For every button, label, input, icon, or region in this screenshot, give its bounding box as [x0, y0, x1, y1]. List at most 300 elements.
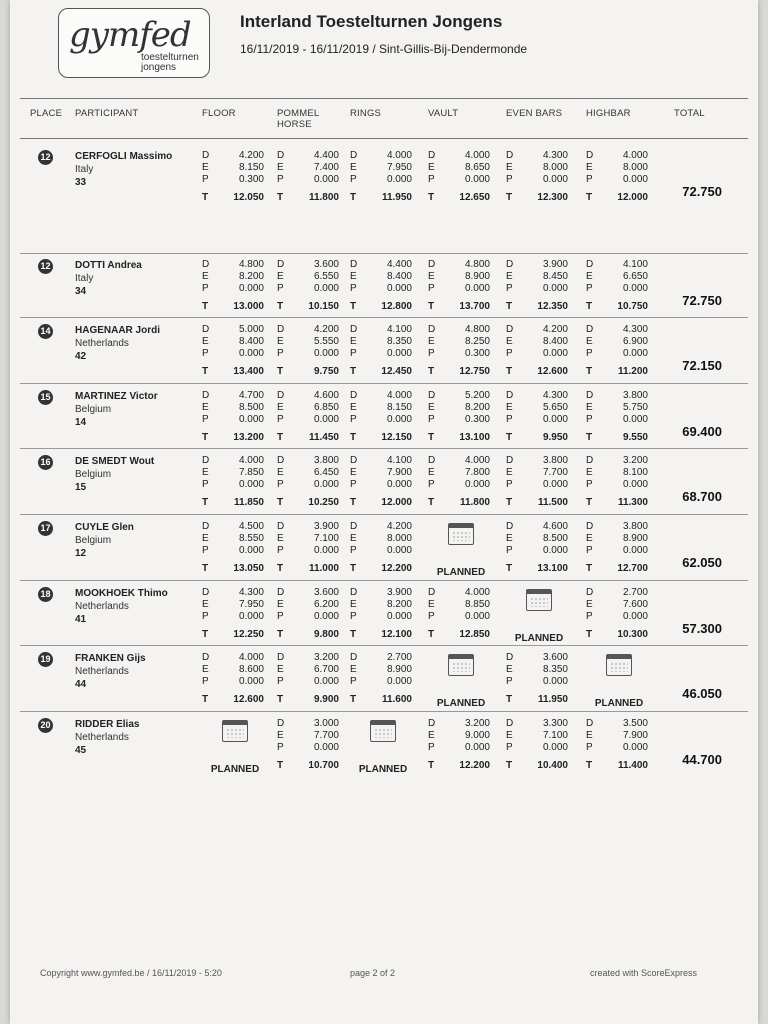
col-pommel-line-1: POMMEL [277, 108, 320, 119]
score-value-p: 0.000 [622, 611, 648, 622]
score-value-p: 0.000 [313, 414, 339, 425]
apparatus-score-vault [428, 652, 498, 712]
score-label-p: P [428, 348, 435, 359]
col-total: TOTAL [674, 108, 705, 119]
score-label-d: D [277, 718, 285, 729]
score-value-t: 12.350 [537, 301, 568, 312]
score-label-t: T [350, 629, 357, 640]
score-label-e: E [506, 271, 513, 282]
planned-label: PLANNED [358, 764, 408, 775]
participant-name: DE SMEDT Wout [75, 456, 155, 467]
participant-row [10, 259, 758, 325]
score-value-p: 0.000 [542, 676, 568, 687]
score-label-d: D [277, 521, 285, 532]
score-label-d: D [428, 718, 436, 729]
logo-wordmark: gymfed [69, 15, 191, 55]
participant-name: RIDDER Elias [75, 719, 140, 730]
score-label-d: D [586, 718, 594, 729]
score-value-p: 0.000 [622, 545, 648, 556]
score-label-d: D [506, 390, 514, 401]
participant-country: Belgium [75, 469, 112, 480]
apparatus-score-pommel-horse [277, 718, 347, 778]
score-label-p: P [586, 545, 593, 556]
apparatus-score-rings [350, 259, 420, 319]
score-value-d: 4.400 [386, 259, 412, 270]
score-label-t: T [277, 192, 284, 203]
score-label-t: T [506, 432, 513, 443]
page-title: Interland Toestelturnen Jongens [240, 12, 503, 31]
score-value-d: 2.700 [622, 587, 648, 598]
score-label-p: P [506, 742, 513, 753]
score-value-e: 8.600 [238, 664, 264, 675]
score-value-t: 10.400 [537, 760, 568, 771]
score-label-d: D [350, 521, 358, 532]
score-value-e: 8.000 [386, 533, 412, 544]
score-label-p: P [277, 348, 284, 359]
apparatus-score-even-bars [506, 652, 576, 712]
place-badge: 18 [38, 587, 53, 602]
score-label-d: D [428, 150, 436, 161]
score-label-p: P [586, 348, 593, 359]
score-label-t: T [506, 497, 513, 508]
total-score: 57.300 [682, 621, 722, 636]
score-label-t: T [586, 563, 593, 574]
score-value-e: 8.900 [622, 533, 648, 544]
score-label-e: E [586, 271, 593, 282]
calendar-icon [606, 654, 632, 676]
score-label-e: E [277, 533, 284, 544]
score-label-t: T [202, 497, 209, 508]
score-label-p: P [277, 414, 284, 425]
score-label-e: E [586, 533, 593, 544]
participant-number: 33 [75, 177, 87, 188]
score-value-t: 12.600 [537, 366, 568, 377]
col-rings: RINGS [350, 108, 382, 119]
score-label-p: P [586, 742, 593, 753]
score-value-e: 8.150 [386, 402, 412, 413]
row-divider [20, 383, 748, 384]
apparatus-score-floor [202, 259, 272, 319]
score-label-t: T [277, 366, 284, 377]
score-label-d: D [202, 521, 210, 532]
participant-country: Netherlands [75, 338, 129, 349]
score-label-p: P [202, 479, 209, 490]
footer-copyright: Copyright www.gymfed.be / 16/11/2019 - 5:20 [40, 968, 222, 978]
apparatus-score-highbar [586, 455, 656, 515]
score-label-d: D [506, 150, 514, 161]
score-value-p: 0.000 [386, 611, 412, 622]
score-value-d: 4.000 [464, 587, 490, 598]
apparatus-score-vault [428, 587, 498, 647]
footer-created-with: created with ScoreExpress [590, 968, 698, 978]
score-value-d: 4.300 [622, 324, 648, 335]
score-value-e: 7.950 [386, 162, 412, 173]
apparatus-score-floor [202, 390, 272, 450]
score-value-p: 0.000 [386, 479, 412, 490]
score-value-d: 4.200 [313, 324, 339, 335]
score-value-d: 4.600 [542, 521, 568, 532]
apparatus-score-rings [350, 521, 420, 581]
score-label-p: P [202, 414, 209, 425]
score-label-d: D [350, 324, 358, 335]
apparatus-score-highbar [586, 718, 656, 778]
score-label-d: D [202, 652, 210, 663]
score-value-p: 0.000 [622, 742, 648, 753]
score-value-e: 9.000 [464, 730, 490, 741]
score-label-e: E [350, 336, 357, 347]
score-value-p: 0.000 [313, 676, 339, 687]
score-value-e: 5.650 [542, 402, 568, 413]
score-value-d: 4.200 [386, 521, 412, 532]
score-value-d: 4.500 [238, 521, 264, 532]
score-value-p: 0.000 [238, 611, 264, 622]
score-label-e: E [586, 730, 593, 741]
apparatus-score-even-bars [506, 587, 576, 647]
score-label-p: P [202, 348, 209, 359]
score-value-d: 3.600 [313, 259, 339, 270]
score-value-p: 0.000 [238, 348, 264, 359]
score-label-t: T [586, 497, 593, 508]
participant-row [10, 587, 758, 653]
score-value-t: 11.200 [617, 366, 648, 377]
score-value-e: 8.850 [464, 599, 490, 610]
score-value-t: 13.700 [459, 301, 490, 312]
score-value-t: 13.100 [537, 563, 568, 574]
score-label-d: D [202, 587, 210, 598]
score-label-d: D [506, 259, 514, 270]
apparatus-score-highbar [586, 587, 656, 647]
score-value-d: 3.900 [542, 259, 568, 270]
score-value-d: 3.300 [542, 718, 568, 729]
score-value-d: 4.700 [238, 390, 264, 401]
total-score: 72.750 [682, 184, 722, 199]
score-value-e: 8.450 [542, 271, 568, 282]
score-value-p: 0.000 [622, 414, 648, 425]
score-label-p: P [202, 545, 209, 556]
score-value-p: 0.300 [464, 348, 490, 359]
score-label-d: D [277, 259, 285, 270]
row-divider [20, 711, 748, 712]
calendar-icon [370, 720, 396, 742]
score-value-e: 8.900 [386, 664, 412, 675]
score-value-d: 3.500 [622, 718, 648, 729]
header-bottom-rule [20, 138, 748, 139]
score-value-e: 8.350 [386, 336, 412, 347]
score-label-d: D [350, 652, 358, 663]
participant-country: Italy [75, 164, 94, 175]
participant-country: Italy [75, 273, 94, 284]
row-divider [20, 317, 748, 318]
score-label-d: D [586, 587, 594, 598]
score-label-e: E [277, 599, 284, 610]
apparatus-score-rings [350, 652, 420, 712]
score-value-p: 0.000 [386, 348, 412, 359]
score-label-d: D [350, 587, 358, 598]
col-place: PLACE [30, 108, 63, 119]
score-label-p: P [506, 174, 513, 185]
participant-number: 15 [75, 482, 87, 493]
apparatus-score-floor [202, 521, 272, 581]
score-value-p: 0.000 [464, 283, 490, 294]
participant-country: Netherlands [75, 601, 129, 612]
score-label-t: T [277, 563, 284, 574]
score-label-t: T [350, 192, 357, 203]
score-value-p: 0.000 [542, 414, 568, 425]
gymfed-logo [58, 8, 210, 78]
score-label-p: P [350, 479, 357, 490]
participant-country: Belgium [75, 535, 112, 546]
score-value-e: 7.900 [386, 467, 412, 478]
apparatus-score-vault [428, 150, 498, 210]
score-label-p: P [586, 283, 593, 294]
score-label-t: T [202, 629, 209, 640]
score-value-t: 12.450 [381, 366, 412, 377]
score-value-e: 6.700 [313, 664, 339, 675]
score-label-t: T [506, 366, 513, 377]
score-value-e: 7.600 [622, 599, 648, 610]
apparatus-score-floor [202, 652, 272, 712]
score-value-p: 0.000 [313, 479, 339, 490]
score-value-e: 8.000 [542, 162, 568, 173]
score-value-t: 12.850 [459, 629, 490, 640]
score-value-d: 3.800 [622, 521, 648, 532]
score-value-t: 11.800 [308, 192, 339, 203]
results-page [10, 0, 758, 1024]
score-label-t: T [586, 760, 593, 771]
score-value-t: 12.750 [459, 366, 490, 377]
score-label-p: P [350, 174, 357, 185]
score-value-d: 4.300 [542, 390, 568, 401]
score-label-e: E [277, 162, 284, 173]
score-value-p: 0.000 [542, 174, 568, 185]
score-value-t: 12.000 [617, 192, 648, 203]
participant-number: 12 [75, 548, 87, 559]
score-label-t: T [506, 760, 513, 771]
score-value-e: 6.650 [622, 271, 648, 282]
score-value-p: 0.300 [464, 414, 490, 425]
score-label-d: D [350, 150, 358, 161]
score-value-e: 7.850 [238, 467, 264, 478]
score-value-t: 13.200 [233, 432, 264, 443]
row-divider [20, 580, 748, 581]
score-label-d: D [202, 390, 210, 401]
participant-country: Belgium [75, 404, 112, 415]
score-label-e: E [277, 664, 284, 675]
apparatus-score-vault [428, 521, 498, 581]
score-label-t: T [277, 432, 284, 443]
participant-row [10, 521, 758, 587]
score-value-e: 8.350 [542, 664, 568, 675]
place-badge: 14 [38, 324, 53, 339]
score-value-d: 4.000 [622, 150, 648, 161]
score-value-d: 3.000 [313, 718, 339, 729]
score-value-d: 4.100 [622, 259, 648, 270]
place-badge: 17 [38, 521, 53, 536]
score-value-d: 4.300 [542, 150, 568, 161]
score-label-t: T [350, 432, 357, 443]
score-label-d: D [350, 455, 358, 466]
place-badge: 20 [38, 718, 53, 733]
score-value-d: 3.200 [313, 652, 339, 663]
score-label-p: P [428, 479, 435, 490]
score-label-p: P [586, 174, 593, 185]
score-label-t: T [428, 629, 435, 640]
participant-row [10, 324, 758, 390]
logo-sub-line-2: jongens [141, 62, 177, 73]
row-divider [20, 514, 748, 515]
score-value-d: 5.200 [464, 390, 490, 401]
participant-number: 34 [75, 286, 87, 297]
score-value-t: 13.400 [233, 366, 264, 377]
col-vault: VAULT [428, 108, 459, 119]
score-value-t: 12.300 [537, 192, 568, 203]
score-value-e: 8.500 [238, 402, 264, 413]
score-value-t: 10.750 [617, 301, 648, 312]
score-value-d: 3.800 [542, 455, 568, 466]
score-label-e: E [428, 336, 435, 347]
score-value-p: 0.000 [386, 676, 412, 687]
apparatus-score-floor [202, 324, 272, 384]
score-label-p: P [350, 283, 357, 294]
score-label-e: E [350, 664, 357, 675]
score-label-t: T [202, 563, 209, 574]
score-label-t: T [350, 366, 357, 377]
score-label-t: T [586, 366, 593, 377]
score-label-p: P [428, 174, 435, 185]
footer-page-number: page 2 of 2 [350, 968, 396, 978]
participant-name: DOTTI Andrea [75, 260, 142, 271]
score-label-e: E [506, 467, 513, 478]
score-label-t: T [350, 301, 357, 312]
score-label-e: E [586, 336, 593, 347]
score-value-t: 11.950 [537, 694, 568, 705]
score-label-e: E [428, 271, 435, 282]
planned-label: PLANNED [594, 698, 644, 709]
apparatus-score-rings [350, 150, 420, 210]
score-label-d: D [506, 324, 514, 335]
score-label-p: P [350, 414, 357, 425]
score-value-e: 8.500 [542, 533, 568, 544]
score-value-e: 8.200 [238, 271, 264, 282]
apparatus-score-pommel-horse [277, 587, 347, 647]
score-value-d: 3.600 [313, 587, 339, 598]
score-value-d: 4.000 [464, 150, 490, 161]
score-label-e: E [202, 162, 209, 173]
score-label-d: D [506, 455, 514, 466]
score-value-t: 12.050 [233, 192, 264, 203]
score-value-t: 12.250 [233, 629, 264, 640]
apparatus-score-rings [350, 324, 420, 384]
score-label-d: D [428, 259, 436, 270]
score-label-d: D [202, 455, 210, 466]
score-label-p: P [350, 545, 357, 556]
score-value-t: 12.650 [459, 192, 490, 203]
score-value-t: 11.600 [381, 694, 412, 705]
participant-name: MOOKHOEK Thimo [75, 588, 168, 599]
score-label-p: P [277, 479, 284, 490]
apparatus-score-pommel-horse [277, 652, 347, 712]
apparatus-score-rings [350, 390, 420, 450]
score-value-p: 0.000 [238, 283, 264, 294]
participant-number: 45 [75, 745, 87, 756]
col-floor: FLOOR [202, 108, 236, 119]
apparatus-score-pommel-horse [277, 390, 347, 450]
score-value-e: 8.000 [622, 162, 648, 173]
score-value-p: 0.300 [238, 174, 264, 185]
event-subtitle: 16/11/2019 - 16/11/2019 / Sint-Gillis-Bij-Dendermonde [240, 42, 528, 56]
score-label-p: P [277, 283, 284, 294]
score-value-t: 11.400 [617, 760, 648, 771]
score-value-p: 0.000 [313, 742, 339, 753]
score-value-p: 0.000 [313, 283, 339, 294]
score-label-p: P [586, 414, 593, 425]
score-label-p: P [506, 479, 513, 490]
apparatus-score-pommel-horse [277, 324, 347, 384]
calendar-icon [526, 589, 552, 611]
score-value-p: 0.000 [313, 174, 339, 185]
apparatus-score-floor [202, 150, 272, 210]
score-value-p: 0.000 [464, 174, 490, 185]
score-label-e: E [350, 402, 357, 413]
header-top-rule [20, 98, 748, 99]
score-label-t: T [202, 192, 209, 203]
score-label-e: E [202, 271, 209, 282]
score-value-p: 0.000 [542, 479, 568, 490]
score-value-p: 0.000 [464, 611, 490, 622]
score-value-e: 7.100 [542, 730, 568, 741]
score-label-t: T [586, 301, 593, 312]
score-label-d: D [202, 324, 210, 335]
participant-row [10, 718, 758, 784]
score-value-d: 4.100 [386, 455, 412, 466]
score-value-d: 4.800 [464, 324, 490, 335]
score-value-d: 4.600 [313, 390, 339, 401]
score-label-t: T [202, 694, 209, 705]
score-value-d: 3.800 [622, 390, 648, 401]
score-label-e: E [586, 402, 593, 413]
score-label-e: E [202, 664, 209, 675]
score-label-p: P [277, 545, 284, 556]
score-label-t: T [277, 629, 284, 640]
score-label-d: D [428, 587, 436, 598]
calendar-icon [222, 720, 248, 742]
score-label-d: D [506, 718, 514, 729]
score-value-t: 12.000 [381, 497, 412, 508]
apparatus-score-pommel-horse [277, 521, 347, 581]
score-label-t: T [506, 192, 513, 203]
score-label-p: P [350, 611, 357, 622]
score-label-d: D [586, 455, 594, 466]
score-value-d: 4.800 [464, 259, 490, 270]
score-value-p: 0.000 [622, 283, 648, 294]
score-value-t: 11.950 [381, 192, 412, 203]
score-label-p: P [428, 742, 435, 753]
score-label-t: T [428, 301, 435, 312]
participant-name: MARTINEZ Victor [75, 391, 158, 402]
score-value-d: 2.700 [386, 652, 412, 663]
score-label-t: T [350, 563, 357, 574]
apparatus-score-pommel-horse [277, 455, 347, 515]
score-label-e: E [350, 533, 357, 544]
score-value-e: 8.400 [238, 336, 264, 347]
score-value-p: 0.000 [386, 174, 412, 185]
apparatus-score-floor [202, 587, 272, 647]
score-label-p: P [586, 479, 593, 490]
score-value-e: 8.650 [464, 162, 490, 173]
score-label-d: D [350, 390, 358, 401]
score-value-p: 0.000 [542, 283, 568, 294]
participant-number: 44 [75, 679, 87, 690]
